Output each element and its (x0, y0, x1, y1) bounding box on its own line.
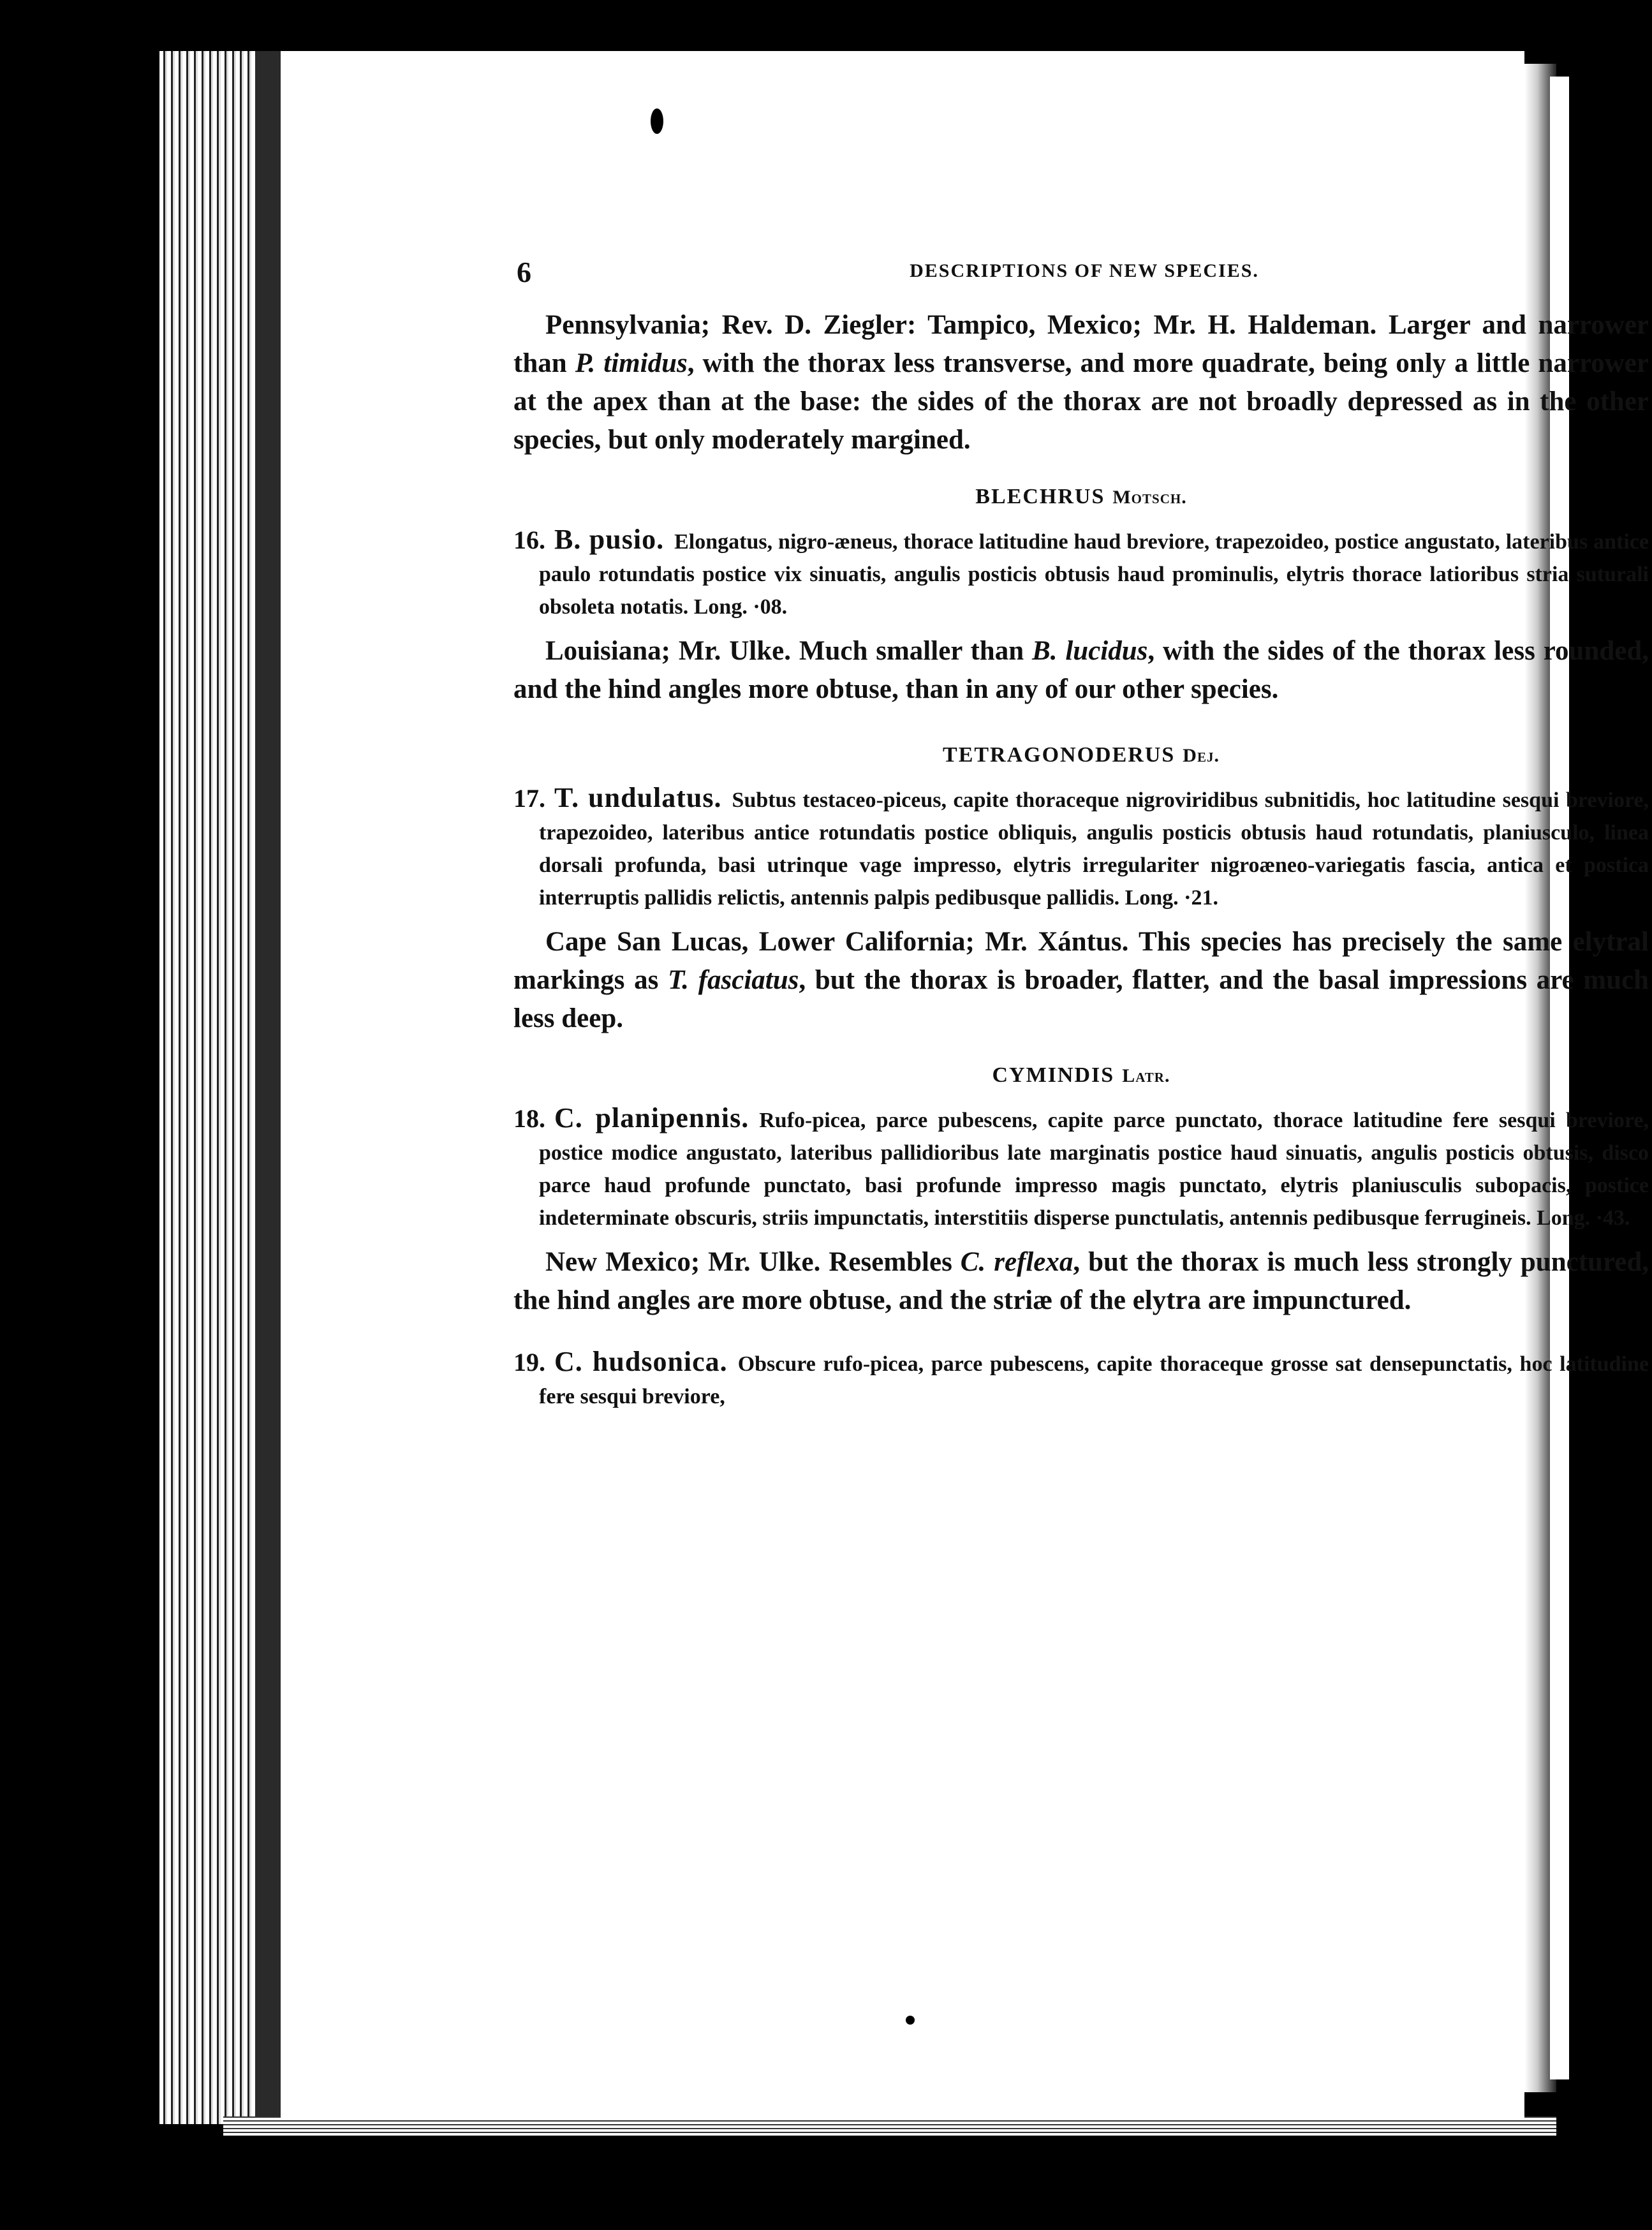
note-text-a: Cape San Lucas, Lower California; Mr. Xántus. This species has precisely the same elytral markings as (513, 927, 1649, 995)
note-text-b: , with the sides of the thorax less rounded, and the hind angles more obtuse, than in any of our other species. (513, 636, 1649, 704)
genus-heading-blechrus (513, 485, 1649, 509)
genus-name: CYMINDIS (992, 1063, 1115, 1087)
page-number: 6 (517, 256, 531, 288)
species-number: 18. (513, 1104, 545, 1133)
genus-author: Dej. (1183, 745, 1220, 766)
species-name: C. hudsonica. (554, 1346, 728, 1377)
species-description-16 (513, 523, 1649, 623)
running-head (517, 255, 1652, 287)
species-note-16 (513, 632, 1649, 709)
note-italic-name: C. reflexa (960, 1247, 1073, 1277)
book-gutter (255, 51, 281, 2124)
note-text-b: , but the thorax is much less strongly punctured, the hind angles are more obtuse, and the striæ of the elytra are impunctured. (513, 1247, 1649, 1315)
species-number: 16. (513, 526, 545, 554)
species-description-17 (513, 781, 1649, 914)
species-number: 19. (513, 1348, 545, 1377)
running-title: DESCRIPTIONS OF NEW SPECIES. (910, 260, 1259, 281)
note-text-a: Louisiana; Mr. Ulke. Much smaller than (545, 636, 1033, 666)
species-latin-description: Subtus testaceo-piceus, capite thoraceque nigroviridibus subnitidis, hoc latitudine sesqui breviore, trapezoideo, lateribus antice rotundatis postice obliquis, angulis posticis obtusis haud rotundatis, planiusculo, linea dorsali profunda, basi utrinque vage impresso, elytris irregulariter nigroæneo-variegatis fascia, antica et postica interruptis pallidis relictis, antennis palpis pedibusque pallidis. Long. ·21. (539, 788, 1649, 910)
page-sheet (281, 51, 1649, 2118)
species-description-18 (513, 1102, 1649, 1234)
punch-hole (651, 108, 663, 134)
bottom-book-edge (223, 2116, 1556, 2136)
note-text-a: New Mexico; Mr. Ulke. Resembles (545, 1247, 961, 1277)
species-latin-description: Rufo-picea, parce pubescens, capite parce punctato, thorace latitudine fere sesqui breviore, postice modice angustato, lateribus pallidioribus late marginatis postice haud sinuatis, angulis posticis obtusis, disco parce haud profunde punctato, basi profunde impresso magis punctato, elytris planiusculis subopacis, postice indeterminate obscuris, striis impunctatis, interstitiis disperse punctulatis, antennis pedibusque ferrugineis. Long. ·43. (539, 1109, 1649, 1230)
intro-paragraph (513, 306, 1649, 459)
note-text-b: , but the thorax is broader, flatter, and the basal impressions are much less deep. (513, 965, 1649, 1033)
note-italic-name: B. lucidus (1032, 636, 1148, 666)
body-text (513, 306, 1649, 1422)
species-latin-description: Elongatus, nigro-æneus, thorace latitudine haud breviore, trapezoideo, postice angustato, lateribus antice paulo rotundatis postice vix sinuatis, angulis posticis obtusis haud prominulis, elytris thorace latioribus stria suturali obsoleta notatis. Long. ·08. (539, 530, 1649, 619)
note-italic-name: T. fasciatus (667, 965, 799, 995)
species-note-18 (513, 1243, 1649, 1320)
intro-line-2a: Haldeman. Larger and narrower than (513, 310, 1649, 378)
species-latin-description: Obscure rufo-picea, parce pubescens, capite thoraceque grosse sat densepunctatis, hoc latitudine fere sesqui breviore, (539, 1352, 1649, 1408)
genus-name: TETRAGONODERUS (943, 743, 1176, 767)
genus-heading-cymindis (513, 1063, 1649, 1088)
intro-line-1: Pennsylvania; Rev. D. Ziegler: Tampico, Mexico; Mr. H. (545, 310, 1236, 340)
species-name: T. undulatus. (554, 782, 722, 813)
genus-heading-tetragonoderus (513, 743, 1649, 767)
genus-name: BLECHRUS (975, 485, 1105, 508)
ink-speck (906, 2016, 915, 2025)
species-name: B. pusio. (554, 524, 665, 555)
species-number: 17. (513, 784, 545, 813)
intro-italic-name: P. timidus (575, 348, 688, 378)
genus-author: Motsch. (1112, 487, 1187, 508)
intro-line-2b: , with the thorax less transverse, and more quadrate, being only a little narrower at the apex than at the base: the sides of the thorax are not broadly depressed as in the other species, but only moderately margined. (513, 348, 1649, 455)
species-name: C. planipennis. (554, 1102, 749, 1133)
species-note-17 (513, 923, 1649, 1038)
genus-author: Latr. (1122, 1065, 1170, 1086)
species-description-19 (513, 1345, 1649, 1413)
